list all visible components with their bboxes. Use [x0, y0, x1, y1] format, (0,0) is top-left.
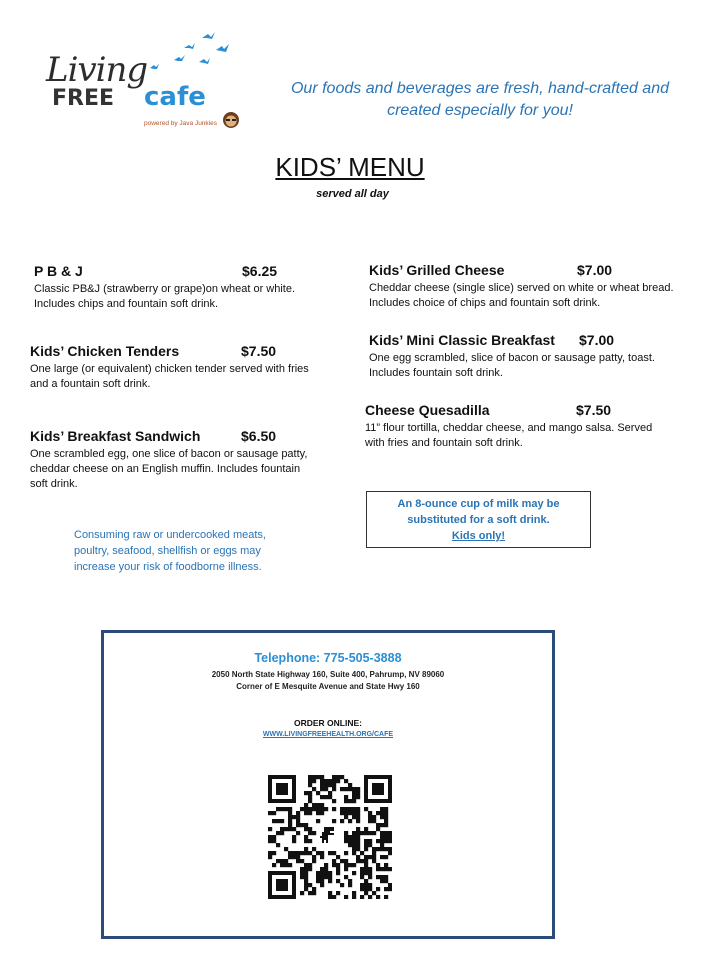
menu-item-description: 11” flour tortilla, cheddar cheese, and mango salsa. Served with fries and fountain soft drink. [365, 422, 653, 449]
tagline: Our foods and beverages are fresh, hand-crafted and created especially for you! [290, 80, 669, 119]
menu-item-name: Cheese Quesadilla [365, 402, 490, 418]
menu-item-mini-classic-breakfast [369, 332, 689, 381]
mascot-icon [222, 110, 240, 130]
logo-word-free: FREE [52, 86, 115, 111]
menu-item-description: One large (or equivalent) chicken tender served with fries and a fountain soft drink. [30, 363, 309, 390]
menu-item-chicken-tenders [30, 343, 322, 392]
menu-item-price: $7.50 [576, 402, 612, 418]
menu-item-price: $7.00 [577, 262, 613, 278]
menu-item-description: Classic PB&J (strawberry or grape)on wheat or white. Includes chips and fountain soft drink. [34, 283, 296, 310]
logo-word-cafe: cafe [144, 82, 206, 112]
milk-note-text: An 8-ounce cup of milk may be substituted for a soft drink. [397, 498, 560, 526]
menu-item-cheese-quesadilla [365, 402, 660, 451]
address-line-1: 2050 North State Highway 160, Suite 400, Pahrump, NV 89060 [211, 670, 445, 679]
menu-item-description: One scrambled egg, one slice of bacon or sausage patty, cheddar cheese on an English muffin. Includes fountain soft drink. [30, 448, 308, 490]
logo-powered-by: powered by Java Junkies [144, 120, 217, 127]
menu-item-name: Kids’ Chicken Tenders [30, 343, 180, 359]
menu-item-price: $6.50 [241, 428, 277, 444]
menu-item-pbj [34, 263, 324, 312]
cafe-logo [44, 30, 244, 140]
telephone: Telephone: 775-505-3888 [254, 651, 402, 665]
food-safety-warning: Consuming raw or undercooked meats, poultry, seafood, shellfish or eggs may increase your risk of foodborne illness. [74, 529, 266, 573]
menu-item-name: Kids’ Grilled Cheese [369, 262, 505, 278]
menu-item-price: $7.50 [241, 343, 277, 359]
birds-icon [144, 30, 244, 80]
menu-item-name: P B & J [34, 263, 83, 279]
menu-item-name: Kids’ Breakfast Sandwich [30, 428, 201, 444]
address-line-2: Corner of E Mesquite Avenue and State Hwy 160 [236, 682, 420, 691]
milk-substitution-note [366, 491, 591, 548]
kids-only-label: Kids only! [451, 530, 506, 542]
menu-item-grilled-cheese [369, 262, 679, 311]
qr-code-icon[interactable] [268, 775, 392, 899]
order-online-link[interactable]: WWW.LIVINGFREEHEALTH.ORG/CAFE [262, 731, 394, 738]
menu-item-price: $7.00 [579, 332, 615, 348]
menu-item-name: Kids’ Mini Classic Breakfast [369, 332, 555, 348]
menu-item-breakfast-sandwich [30, 428, 310, 492]
contact-box [101, 630, 555, 939]
menu-item-description: One egg scrambled, slice of bacon or sausage patty, toast. Includes fountain soft drink. [369, 352, 655, 379]
menu-item-description: Cheddar cheese (single slice) served on white or wheat bread. Includes choice of chips and fountain soft drink. [369, 282, 674, 309]
logo-word-living: Living [46, 50, 148, 90]
page-subtitle: served all day [316, 188, 389, 200]
order-online-label: ORDER ONLINE: [294, 718, 362, 728]
menu-item-price: $6.25 [242, 263, 278, 279]
page-title: KIDS’ MENU [275, 152, 425, 182]
